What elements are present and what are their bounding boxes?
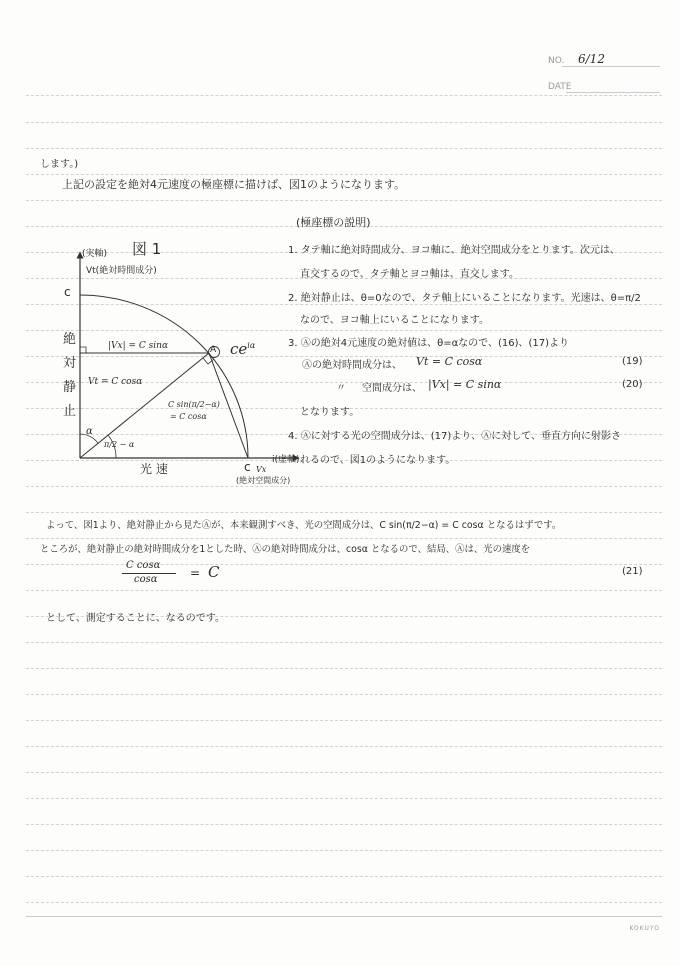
intro-line-1: します。) — [40, 159, 79, 170]
explanation-item-3a: 3. Ⓐの絶対4元速度の絶対値は、θ=αなので、(16)、(17)より — [288, 338, 570, 349]
figure-title: 図 1 — [132, 240, 162, 258]
explanation-item-2b: なので、ヨコ軸上にいることになります。 — [300, 315, 489, 326]
x-axis-vx-label: Vx — [256, 465, 267, 474]
explanation-item-4b: れるので、図1のようになります。 — [300, 455, 456, 466]
fraction-equals: = — [190, 566, 201, 580]
light-speed-label: 光 速 — [140, 462, 168, 476]
fraction-result: C — [208, 563, 220, 581]
eq-number-21: (21) — [622, 566, 643, 577]
fraction-denominator: cosα — [134, 574, 158, 585]
date-label: DATE — [548, 82, 572, 92]
explanation-heading: (極座標の説明) — [296, 216, 371, 229]
eq-number-20: (20) — [622, 379, 643, 390]
conclusion-line-3: として、測定することに、なるのです。 — [46, 613, 225, 624]
vertical-text-3: 静 — [63, 380, 77, 395]
intro-line-2: 上記の設定を絶対4元速度の極座標に描けば、図1のようになります。 — [62, 178, 406, 191]
y-axis-label: Vt(絶対時間成分) — [86, 266, 157, 276]
vertical-text-1: 絶 — [63, 332, 77, 347]
c-top-label: c — [64, 285, 71, 299]
brand-mark: KOKUYO — [629, 925, 660, 932]
exponential-label — [230, 340, 255, 358]
angle-alpha-label: α — [86, 426, 93, 437]
conclusion-line-2: ところが、絶対静止の絶対時間成分を1とした時、Ⓐの絶対時間成分は、cosα となるので、結局、Ⓐは、光の速度を — [40, 544, 531, 555]
vx-label: |Vx| = C sinα — [108, 341, 169, 351]
vt-label: Vt = C cosα — [88, 377, 143, 387]
x-axis-caption: (絶対空間成分) — [236, 476, 291, 485]
explanation-item-1b: 直交するので、タテ軸とヨコ軸は、直交します。 — [300, 269, 519, 280]
diag-label-2: = C cosα — [170, 412, 207, 421]
explanation-item-3b-text: Ⓐの絶対時間成分は、 — [302, 360, 402, 371]
ditto-mark: 〃 — [336, 383, 346, 394]
explanation-item-1a: 1. タテ軸に絶対時間成分、ヨコ軸に、絶対空間成分をとります。次元は、 — [288, 245, 620, 256]
no-label: NO. — [548, 56, 565, 66]
exp-base: ce — [230, 340, 248, 358]
y-axis-top-label: (実軸) — [82, 249, 108, 259]
conclusion-line-1: よって、図1より、絶対静止から見たⒶが、本来観測すべき、光の空間成分は、C sin(π/2−α) = C cosα となるはずです。 — [46, 520, 562, 531]
vertical-text-2: 対 — [63, 356, 77, 371]
explanation-item-3c-eq: |Vx| = C sinα — [428, 378, 502, 391]
explanation-item-4a: 4. Ⓐに対する光の空間成分は、(17)より、Ⓐに対して、垂直方向に射影さ — [288, 431, 622, 442]
explanation-item-3c-text: 空間成分は、 — [362, 383, 422, 394]
x-axis-label: i(虚軸) — [272, 455, 300, 465]
explanation-item-2a: 2. 絶対静止は、θ=0なので、タテ軸上にいることになります。光速は、θ=π/2 — [288, 293, 641, 304]
explanation-item-3d: となります。 — [300, 407, 360, 418]
explanation-item-3b-eq: Vt = C cosα — [416, 355, 483, 368]
angle-complement-label: π/2 − α — [104, 440, 135, 449]
c-right-label: c — [244, 460, 251, 474]
vertical-text-4: 止 — [63, 404, 77, 419]
eq-number-19: (19) — [622, 356, 643, 367]
right-angle-mark-left — [80, 347, 86, 353]
fraction-numerator: C cosα — [126, 560, 161, 571]
point-a-label: A — [210, 345, 217, 355]
exp-sup: iα — [247, 341, 256, 350]
diag-label-1: C sin(π/2−α) — [168, 400, 220, 409]
page-number: 6/12 — [578, 52, 605, 66]
